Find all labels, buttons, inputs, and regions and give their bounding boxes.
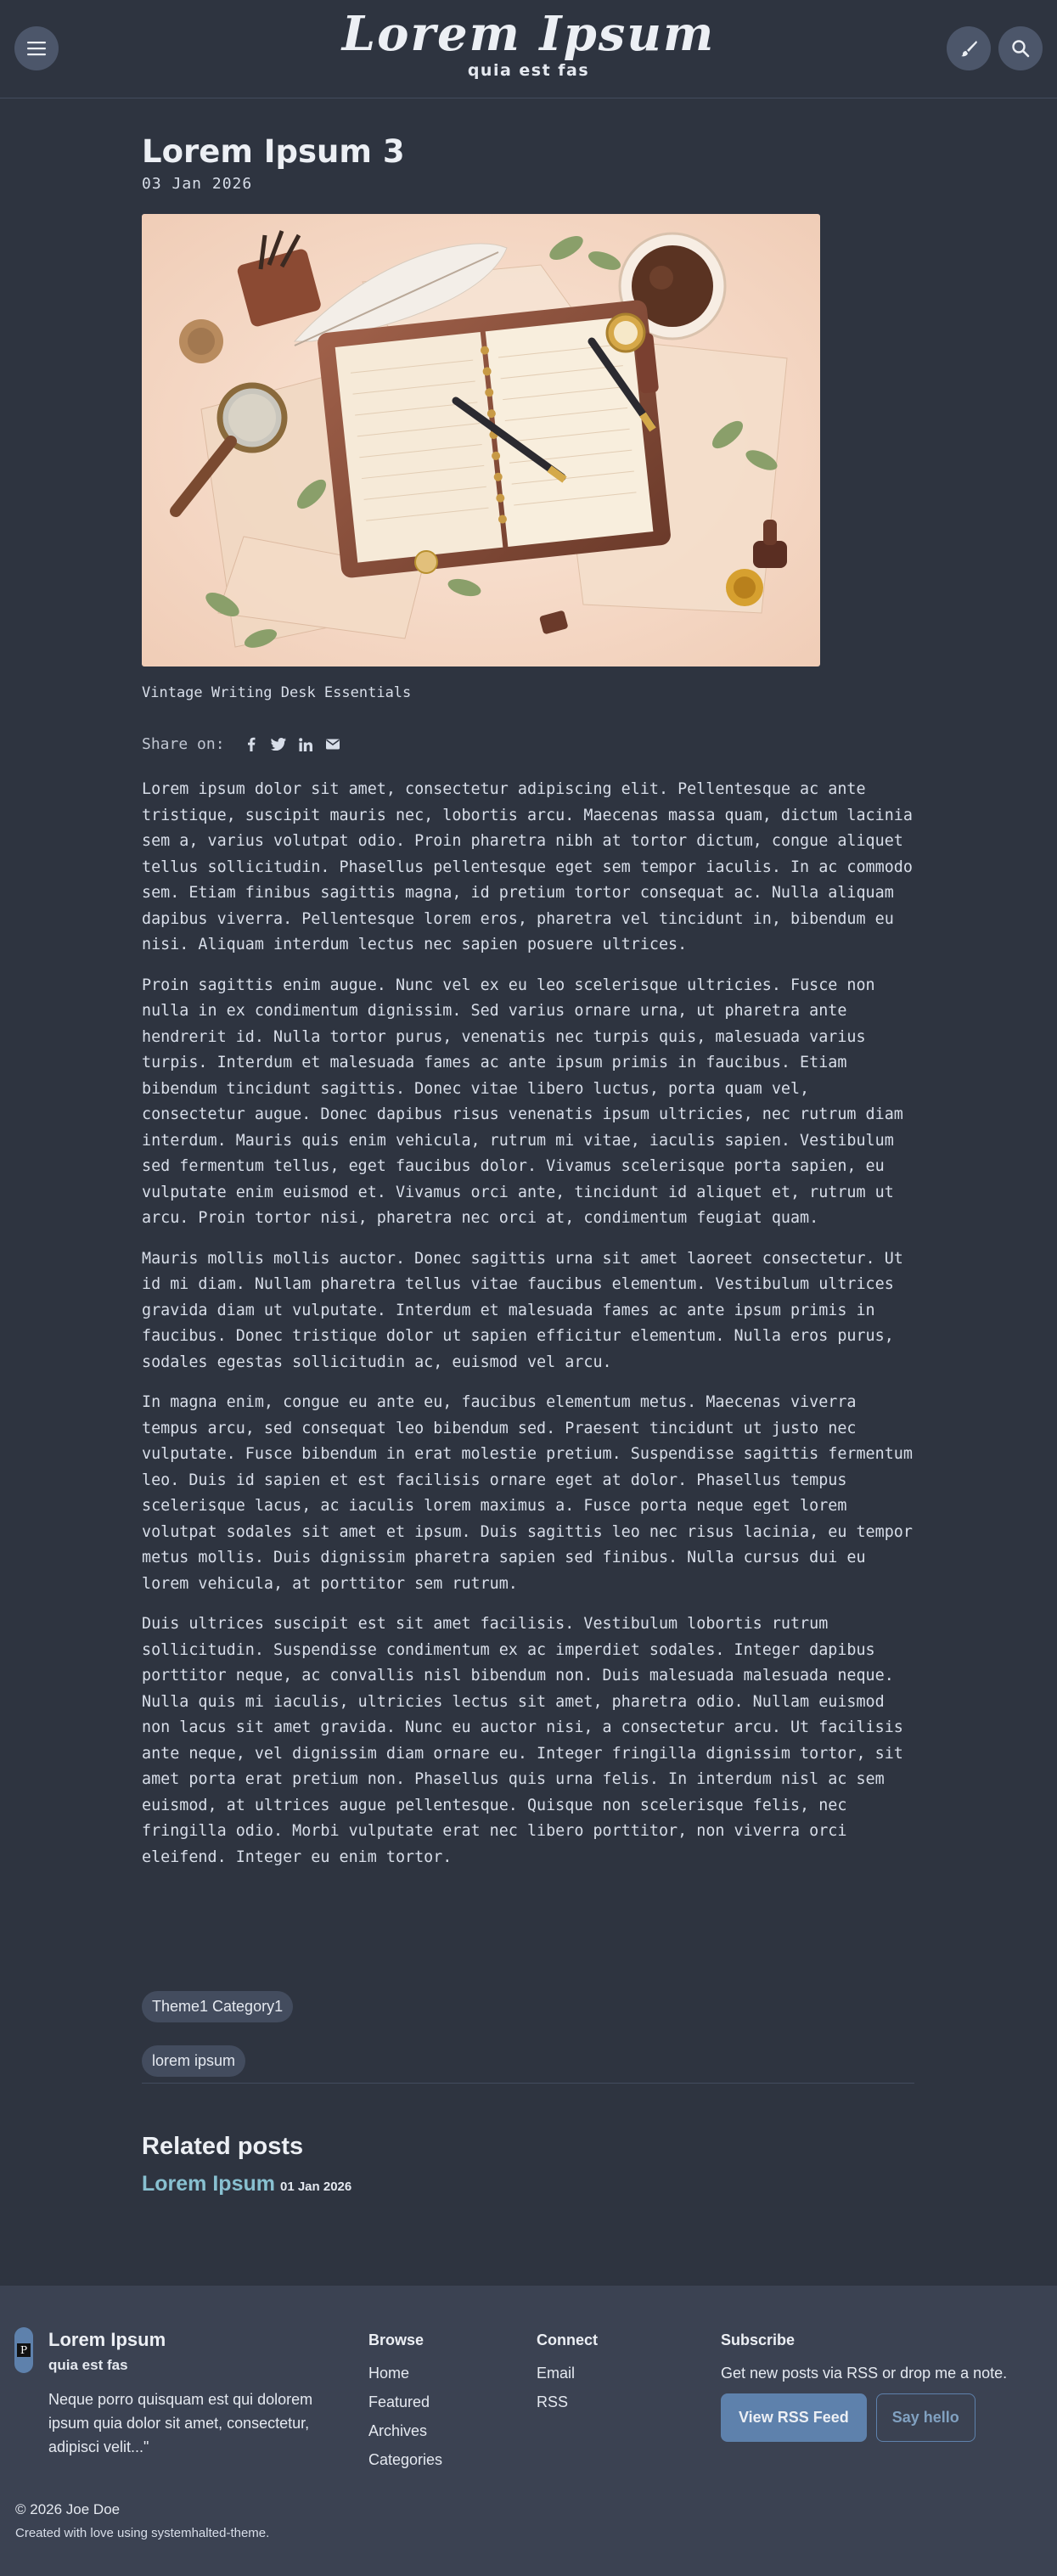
footer-site-name: Lorem Ipsum bbox=[48, 2329, 166, 2350]
footer-link-featured[interactable]: Featured bbox=[368, 2393, 430, 2410]
connect-heading: Connect bbox=[537, 2331, 598, 2348]
site-subtitle: quia est fas bbox=[467, 61, 590, 80]
search-button[interactable] bbox=[998, 26, 1043, 70]
related-post-item bbox=[142, 2172, 351, 2196]
twitter-icon[interactable] bbox=[271, 737, 286, 752]
facebook-icon[interactable] bbox=[244, 737, 259, 752]
footer-tagline: quia est fas bbox=[48, 2357, 128, 2373]
post-paragraph: Duis ultrices suscipit est sit amet facilisis. Vestibulum lobortis rutrum sollicitudin. Suspendisse condimentum ex ac imperdiet sodales. Integer dapibus porttitor neque, ac convallis nisl bibendum non. Duis malesuada malesuada neque. Nulla quis mi iaculis, ultricies lectus sit amet, pharetra odio. Nullam euismod non lacus sit amet gravida. Nunc eu auctor nisi, a consectetur arcu. Ut facilisis ante neque, vel dignissim diam ornare eu. Integer fringilla dignissim tortor, sit amet porta erat pretium non. Phasellus quis urna felis. In interdum nisl ac sem euismod, at ultrices augue pellentesque. Quisque non scelerisque felis, nec fringilla odio. Morbi vulputate erat nec libero porttitor, non viverra orci eleifend. Integer eu enim tortor. bbox=[142, 1615, 903, 1866]
email-icon[interactable] bbox=[325, 737, 340, 752]
paintbrush-icon bbox=[959, 39, 978, 58]
divider bbox=[142, 2083, 914, 2084]
linkedin-icon[interactable] bbox=[298, 737, 313, 752]
view-rss-feed-button[interactable]: View RSS Feed bbox=[721, 2393, 867, 2442]
post-paragraph: In magna enim, congue eu ante eu, faucibus elementum metus. Maecenas viverra tempus arcu, sed consequat leo bibendum sed. Praesent tincidunt ut justo nec vulputate. Fusce bibendum in erat molestie pretium. Suspendisse sagittis fermentum leo. Duis id sapien et est facilisis ornare eget at dolor. Phasellus tempus scelerisque lacus, ac iaculis lorem maximus a. Fusce porta neque eget lorem volutpat sodales sit amet et ipsum. Duis sagittis leo nec risus lacinia, eu tempor metus mollis. Duis dignissim pharetra sapien sed finibus. Nulla cursus dui eu lorem vehicula, at porttitor sem rutrum. bbox=[142, 1393, 913, 1593]
subscribe-heading: Subscribe bbox=[721, 2331, 796, 2348]
footer-link-home[interactable]: Home bbox=[368, 2365, 410, 2382]
avatar-letter: P bbox=[17, 2343, 31, 2357]
theme-credit: Created with love using systemhalted-theme. bbox=[15, 2526, 270, 2540]
footer-link-email[interactable]: Email bbox=[537, 2365, 576, 2382]
browse-heading: Browse bbox=[368, 2331, 424, 2348]
footer-subscribe-column bbox=[721, 2331, 1007, 2442]
subscribe-buttons bbox=[721, 2393, 1007, 2442]
say-hello-button[interactable]: Say hello bbox=[876, 2393, 975, 2442]
footer-quote: Neque porro quisquam est qui dolorem ipsum quia dolor sit amet, consectetur, adipisci velit..." bbox=[48, 2391, 313, 2455]
subscribe-description: Get new posts via RSS or drop me a note. bbox=[721, 2365, 1008, 2382]
search-icon bbox=[1011, 39, 1030, 58]
site-header bbox=[0, 0, 1057, 98]
footer-link-archives[interactable]: Archives bbox=[368, 2422, 428, 2439]
post-body bbox=[142, 777, 914, 1885]
footer-browse-column bbox=[368, 2331, 442, 2480]
site-brand bbox=[0, 7, 1057, 80]
site-title[interactable]: Lorem Ipsum bbox=[341, 6, 716, 62]
related-post-link[interactable]: Lorem Ipsum bbox=[142, 2172, 275, 2196]
post-tag[interactable]: lorem ipsum bbox=[142, 2045, 245, 2077]
copyright: © 2026 Joe Doe bbox=[15, 2501, 121, 2517]
related-posts-heading: Related posts bbox=[142, 2133, 304, 2160]
site-footer bbox=[0, 2286, 1057, 2576]
category-tag[interactable]: Theme1 Category1 bbox=[142, 1991, 293, 2022]
writing-desk-illustration bbox=[142, 214, 820, 666]
post-date: 03 Jan 2026 bbox=[142, 175, 253, 193]
avatar bbox=[14, 2327, 33, 2373]
post-title: Lorem Ipsum 3 bbox=[142, 133, 405, 170]
theme-toggle-button[interactable] bbox=[947, 26, 991, 70]
related-post-date: 01 Jan 2026 bbox=[279, 2179, 352, 2194]
footer-link-categories[interactable]: Categories bbox=[368, 2451, 443, 2468]
share-label: Share on: bbox=[142, 735, 225, 753]
post-hero-image bbox=[142, 214, 820, 666]
post-paragraph: Proin sagittis enim augue. Nunc vel ex eu leo scelerisque ultricies. Fusce non nulla in ex condimentum dignissim. Sed varius ornare urna, ut pharetra ante hendrerit id. Nulla tortor purus, venenatis nec turpis quis, malesuada varius turpis. Interdum et malesuada fames ac ante ipsum primis in faucibus. Etiam bibendum tincidunt sagittis. Donec vitae libero luctus, porta quam vel, consectetur augue. Donec dapibus risus venenatis ipsum ultricies, nec rutrum diam interdum. Mauris quis enim vehicula, rutrum mi vitae, iaculis sapien. Vestibulum sed fermentum tellus, eget faucibus dolor. Vivamus scelerisque porta sapien, eu vulputate enim euismod et. Vivamus orci ante, tincidunt id aliquet et, rutrum ut arcu. Proin tortor nisi, pharetra nec orci at, condimentum feugiat quam. bbox=[142, 976, 903, 1227]
post-paragraph: Mauris mollis mollis auctor. Donec sagittis urna sit amet laoreet consectetur. Ut id mi diam. Nullam pharetra tellus vitae faucibus elementum. Vestibulum ultrices gravida diam ut vulputate. Interdum et malesuada fames ac ante ipsum primis in faucibus. Donec tristique dolor ut sapien efficitur elementum. Nulla eros purus, sodales egestas sollicitudin ac, euismod vel arcu. bbox=[142, 1249, 903, 1371]
post-paragraph: Lorem ipsum dolor sit amet, consectetur adipiscing elit. Pellentesque ac ante tristique, suscipit mauris nec, lobortis arcu. Maecenas massa quam, dictum lacinia sem a, varius volutpat odio. Proin pharetra nibh at tortor dictum, congue aliquet tellus sollicitudin. Phasellus pellentesque eget sem tempor iaculis. In ac commodo sem. Etiam finibus sagittis magna, id pretium tortor consequat ac. Nulla aliquam dapibus viverra. Pellentesque lorem eros, pharetra vel tincidunt in, bibendum eu nisi. Aliquam interdum lectus nec sapien posuere ultrices. bbox=[142, 780, 913, 953]
footer-link-rss[interactable]: RSS bbox=[537, 2393, 569, 2410]
footer-connect-column bbox=[537, 2331, 598, 2422]
image-caption: Vintage Writing Desk Essentials bbox=[142, 684, 412, 701]
share-bar bbox=[142, 735, 340, 753]
